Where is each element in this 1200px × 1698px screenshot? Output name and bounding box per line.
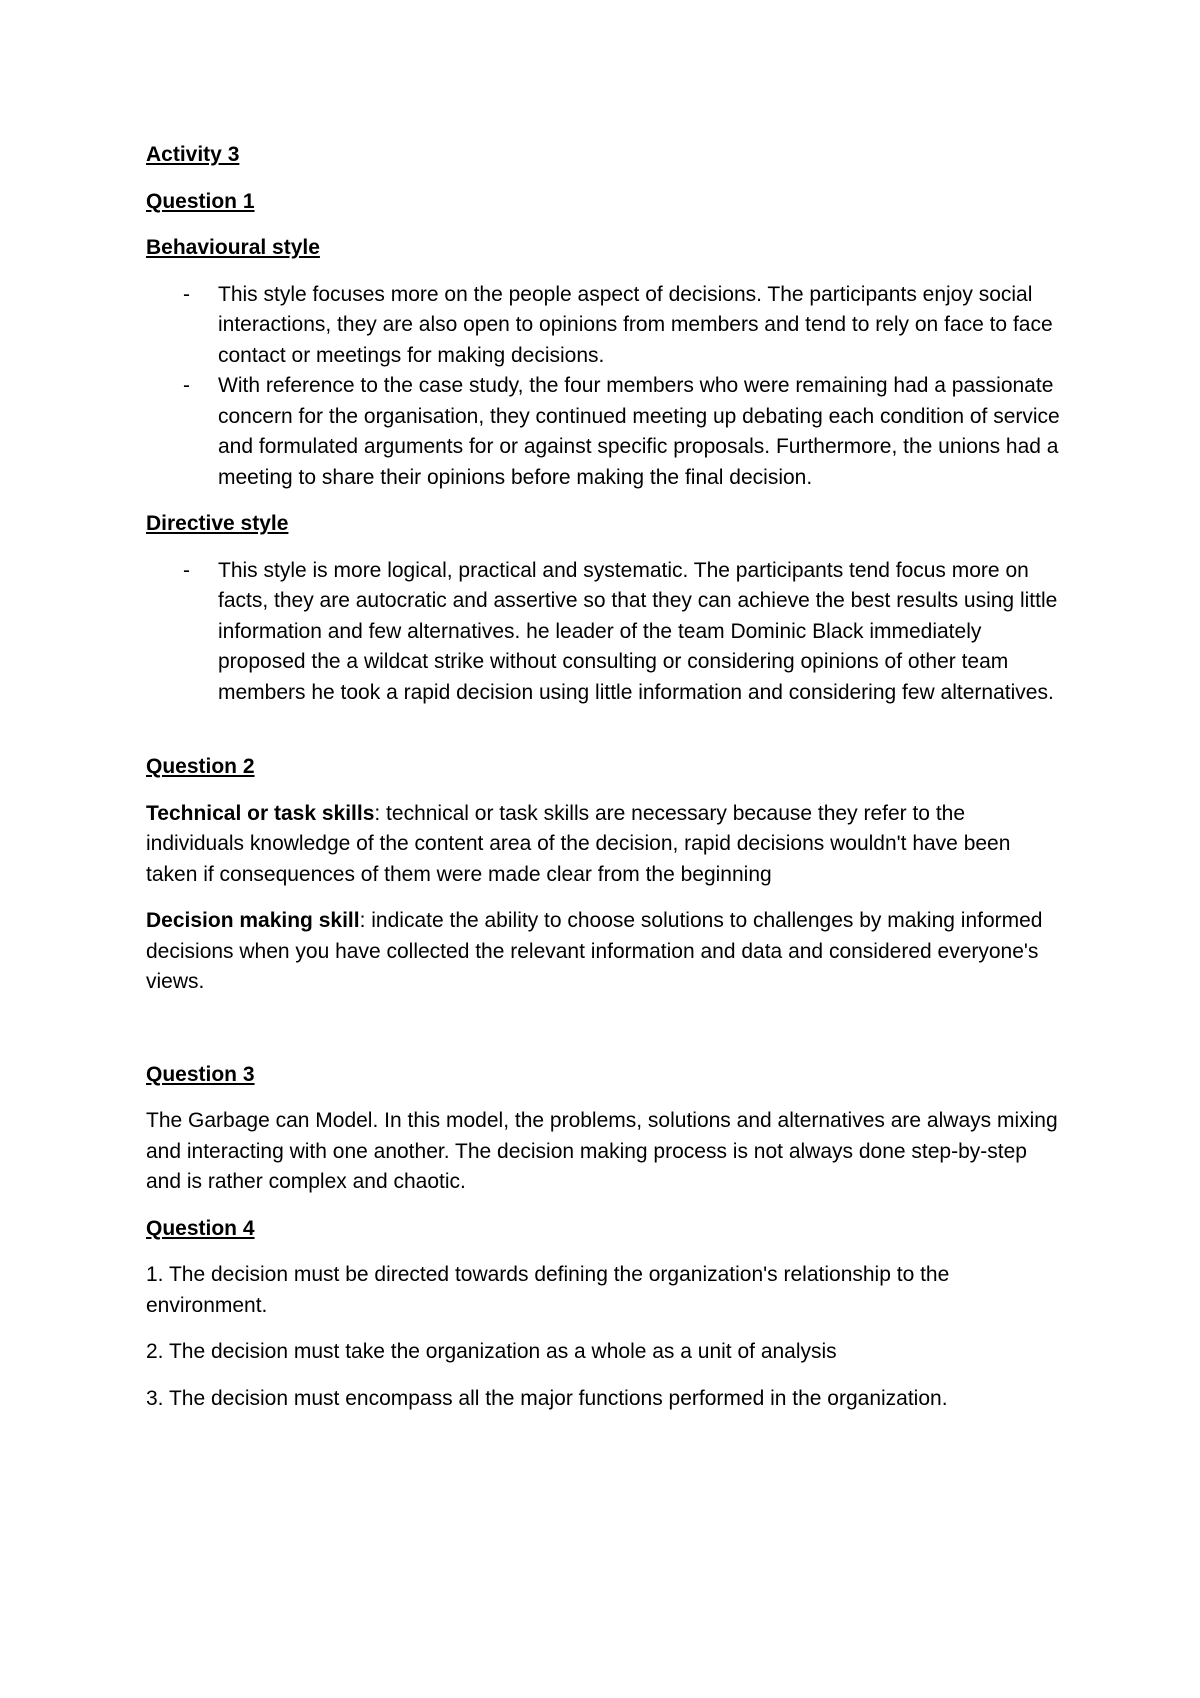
directive-style-list xyxy=(146,556,1066,709)
question-4-item-1: 1. The decision must be directed towards defining the organization's relationship to the environment. xyxy=(146,1263,950,1317)
bullet-dash: - xyxy=(183,282,190,306)
list-item-text: With reference to the case study, the four members who were remaining had a passionate concern for the organisation, they continued meeting up debating each condition of service and formulated arguments for or against specific proposals. Furthermore, the unions had a meeting to share their opinions before making the final decision. xyxy=(218,374,1060,489)
technical-skills-term: Technical or task skills xyxy=(146,801,375,825)
question-3-paragraph: The Garbage can Model. In this model, the problems, solutions and alternatives are always mixing and interacting with one another. The decision making process is not always done step-by-step and is rather complex and chaotic. xyxy=(146,1109,1058,1193)
list-item-text: This style is more logical, practical and systematic. The participants tend focus more on facts, they are autocratic and assertive so that they can achieve the best results using little information and few alternatives. he leader of the team Dominic Black immediately proposed the a wildcat strike without consulting or considering opinions of other team members he took a rapid decision using little information and considering few alternatives. xyxy=(218,558,1058,704)
bullet-dash: - xyxy=(183,558,190,582)
question-2-heading: Question 2 xyxy=(146,755,255,778)
question-1-heading: Question 1 xyxy=(146,189,255,213)
technical-skills-text: : technical or task skills are necessary because they refer to the individuals knowledge of the content area of the decision, rapid decisions wouldn't have been taken if consequences of them were made clear from the beginning xyxy=(146,801,1011,886)
list-item xyxy=(146,371,1066,493)
behavioural-style-list xyxy=(146,280,1066,494)
list-item xyxy=(146,280,1066,372)
technical-skills-paragraph xyxy=(146,799,1066,891)
question-4-item-2: 2. The decision must take the organization as a whole as a unit of analysis xyxy=(146,1340,837,1363)
document-page xyxy=(146,140,1066,1414)
decision-making-term: Decision making skill xyxy=(146,909,360,932)
bullet-dash: - xyxy=(183,374,190,397)
list-item-text: This style focuses more on the people aspect of decisions. The participants enjoy social interactions, they are also open to opinions from members and tend to rely on face to face contact or meetings for making decisions. xyxy=(218,282,1053,367)
decision-making-text: : indicate the ability to choose solutions to challenges by making informed decisions when you have collected the relevant information and data and considered everyone's views. xyxy=(146,909,1043,993)
behavioural-style-heading: Behavioural style xyxy=(146,236,320,259)
decision-making-paragraph xyxy=(146,906,1066,998)
list-item xyxy=(146,556,1066,709)
activity-title: Activity 3 xyxy=(146,143,240,166)
question-4-item-3: 3. The decision must encompass all the major functions performed in the organization. xyxy=(146,1386,948,1410)
directive-style-heading: Directive style xyxy=(146,512,289,535)
question-3-heading: Question 3 xyxy=(146,1062,255,1086)
question-4-heading: Question 4 xyxy=(146,1216,255,1240)
